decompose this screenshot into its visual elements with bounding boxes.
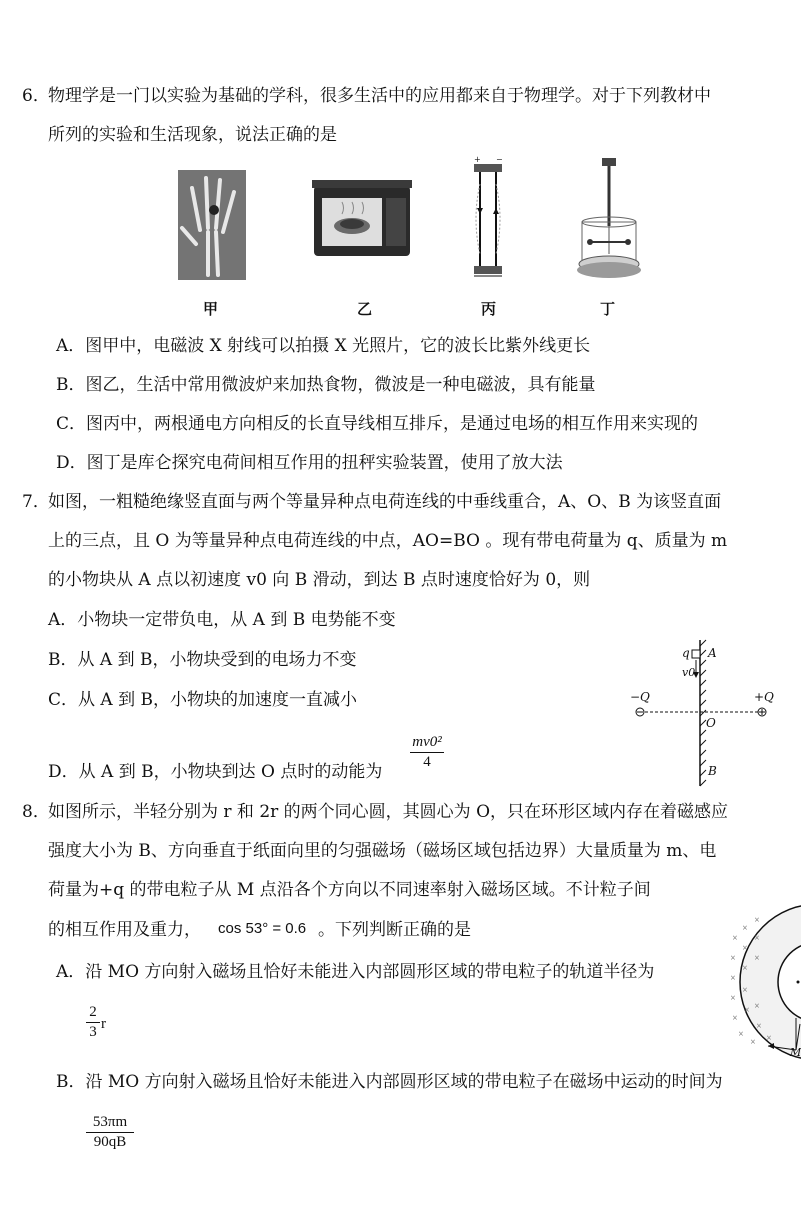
figure-caption-yi: 乙 (357, 300, 373, 318)
q6-option-a: A．图甲中，电磁波 X 射线可以拍摄 X 光照片，它的波长比紫外线更长 (56, 336, 591, 356)
q8-option-a: A．沿 MO 方向射入磁场且恰好未能进入内部圆形区域的带电粒子的轨道半径为 (56, 962, 655, 982)
q8-b-fraction (86, 1114, 134, 1151)
q6-option-d: D．图丁是库仑探究电荷间相互作用的扭秤实验装置，使用了放大法 (56, 453, 563, 473)
q7-label-v0: v0 (682, 666, 696, 679)
q8-a-fraction-denominator: 3 (89, 1024, 97, 1040)
q7-charge-figure (628, 636, 778, 788)
q8-stem-line2: 强度大小为 B、方向垂直于纸面向里的匀强磁场（磁场区域包括边界）大量质量为 m、电 (48, 841, 717, 861)
svg-text:×: × (730, 974, 736, 982)
q7-option-a: A．小物块一定带负电，从 A 到 B 电势能不变 (48, 610, 396, 630)
svg-text:×: × (742, 986, 748, 994)
svg-text:×: × (754, 1002, 760, 1010)
figure-caption-bing: 丙 (481, 300, 497, 318)
parallel-wires-image (470, 154, 506, 284)
q8-a-fraction-numerator: 2 (89, 1004, 97, 1020)
q8-stem-line3: 荷量为+q 的带电粒子从 M 点沿各个方向以不同速率射入磁场区域。不计粒子间 (48, 880, 651, 900)
q7-stem-line1: 如图，一粗糙绝缘竖直面与两个等量异种点电荷连线的中垂线重合，A、O、B 为该竖直面 (48, 492, 722, 512)
q7-label-q: q (682, 646, 690, 660)
q6-stem-line2: 所列的实验和生活现象，说法正确的是 (48, 125, 337, 145)
q7-label-neg-q: −Q (630, 690, 650, 704)
q8-a-fraction (86, 1004, 100, 1041)
q6-option-b: B．图乙，生活中常用微波炉来加热食物，微波是一种电磁波，具有能量 (56, 375, 596, 395)
svg-text:×: × (732, 1014, 738, 1022)
svg-text:+: + (474, 155, 481, 164)
svg-text:×: × (732, 934, 738, 942)
q7-stem-line2: 上的三点，且 O 为等量异种点电荷连线的中点，AO=BO 。现有带电荷量为 q、质量为 m (48, 531, 728, 551)
svg-text:×: × (754, 934, 760, 942)
xray-hand-image (178, 170, 246, 280)
q7-label-a: A (708, 646, 717, 660)
microwave-oven-image (312, 178, 420, 262)
q7-label-b: B (708, 764, 717, 778)
svg-text:×: × (730, 954, 736, 962)
q8-b-fraction-numerator: 53πm (92, 1114, 128, 1130)
q8-stem-line1: 如图所示，半轻分别为 r 和 2r 的两个同心圆，其圆心为 O，只在环形区域内存在着磁感应 (48, 802, 729, 822)
svg-text:×: × (744, 1006, 750, 1014)
svg-text:×: × (730, 994, 736, 1002)
svg-text:×: × (742, 964, 748, 972)
svg-text:×: × (742, 924, 748, 932)
q7-option-d: D．从 A 到 B，小物块到达 O 点时的动能为 (48, 762, 383, 782)
figure-caption-jia: 甲 (203, 300, 219, 318)
q6-option-c: C．图丙中，两根通电方向相反的长直导线相互排斥，是通过电场的相互作用来实现的 (56, 414, 699, 434)
q8-stem-line4-a: 的相互作用及重力， (48, 920, 201, 940)
q7-number: 7． (22, 492, 50, 512)
q8-stem-line4-b: 。下列判断正确的是 (318, 920, 471, 940)
svg-text:×: × (766, 1034, 772, 1042)
svg-text:×: × (754, 954, 760, 962)
figure-caption-ding: 丁 (600, 300, 616, 318)
q7-option-c: C．从 A 到 B，小物块的加速度一直减小 (48, 690, 357, 710)
svg-text:×: × (754, 916, 760, 924)
q8-b-fraction-denominator: 90qB (93, 1134, 127, 1150)
q7-d-fraction (410, 734, 444, 771)
q7-label-o: O (706, 716, 716, 730)
q7-d-fraction-denominator: 4 (423, 754, 431, 770)
svg-text:×: × (750, 1038, 756, 1046)
q8-label-m: M (790, 1046, 801, 1059)
svg-text:×: × (742, 944, 748, 952)
q7-label-pos-q: +Q (754, 690, 774, 704)
q8-magnetic-field-figure (722, 900, 800, 1060)
torsion-balance-image (576, 156, 642, 284)
q8-a-fraction-suffix: r (101, 1016, 106, 1032)
svg-text:−: − (496, 155, 503, 164)
q8-cos-formula: cos 53° = 0.6 (218, 920, 307, 937)
q7-stem-line3: 的小物块从 A 点以初速度 v0 向 B 滑动，到达 B 点时速度恰好为 0，则 (48, 570, 591, 590)
q6-number: 6． (22, 86, 50, 106)
q8-option-b: B．沿 MO 方向射入磁场且恰好未能进入内部圆形区域的带电粒子在磁场中运动的时间为 (56, 1072, 723, 1092)
svg-text:×: × (738, 1030, 744, 1038)
q7-d-fraction-numerator: mv0² (412, 734, 442, 750)
q6-stem-line1: 物理学是一门以实验为基础的学科，很多生活中的应用都来自于物理学。对于下列教材中 (48, 86, 711, 106)
q7-option-b: B．从 A 到 B，小物块受到的电场力不变 (48, 650, 357, 670)
svg-text:×: × (756, 1022, 762, 1030)
q8-number: 8． (22, 802, 50, 822)
